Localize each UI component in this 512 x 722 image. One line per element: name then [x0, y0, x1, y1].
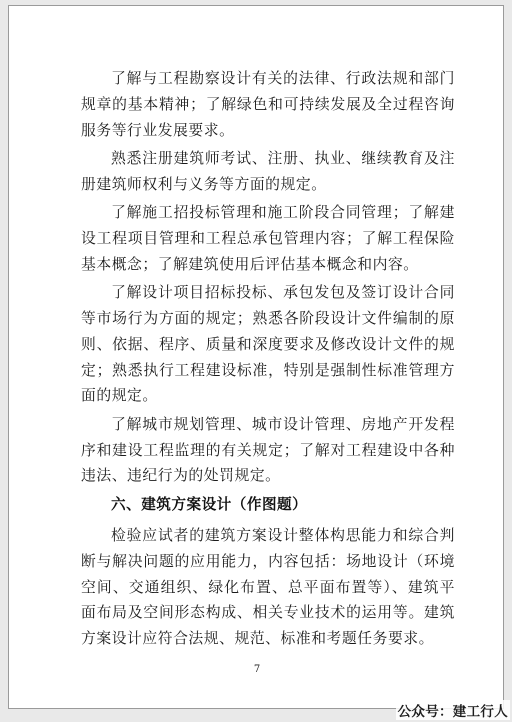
page-number: 7: [253, 664, 261, 675]
paragraph-laws: 了解与工程勘察设计有关的法律、行政法规和部门规章的基本精神；了解绿色和可持续发展及全过程咨询服务等行业发展要求。: [81, 70, 455, 139]
page-content: [81, 66, 455, 648]
paragraph-design-scheme: 检验应试者的建筑方案设计整体构思能力和综合判断与解决问题的应用能力，内容包括：场地设计（环境空间、交通组织、绿化布置、总平面布置等）、建筑平面布局及空间形态构成、相关专业技术的运用等。建筑方案设计应符合法规、规范、标准和考题任务要求。: [81, 527, 455, 648]
paragraph-urban-planning: 了解城市规划管理、城市设计管理、房地产开发程序和建设工程监理的有关规定；了解对工程建设中各种违法、违纪行为的处罚规定。: [81, 415, 455, 485]
section-heading: 六、建筑方案设计（作图题）: [111, 496, 308, 513]
section-body: [81, 523, 455, 652]
document-page: [8, 5, 504, 709]
watermark-label: 公众号：建工行人: [396, 700, 510, 720]
paragraph-construction-management: 了解施工招投标管理和施工阶段合同管理；了解建设工程项目管理和工程总承包管理内容；了解工程保险基本概念；了解建筑使用后评估基本概念和内容。: [81, 204, 455, 273]
paragraph-registration: 熟悉注册建筑师考试、注册、执业、继续教育及注册建筑师权利与义务等方面的规定。: [81, 149, 455, 193]
paragraph-design-market: 了解设计项目招标投标、承包发包及签订设计合同等市场行为方面的规定；熟悉各阶段设计文件编制的原则、依据、程序、质量和深度要求及修改设计文件的规定；熟悉执行工程建设标准，特别是强制性标准管理方面的规定。: [81, 284, 455, 405]
